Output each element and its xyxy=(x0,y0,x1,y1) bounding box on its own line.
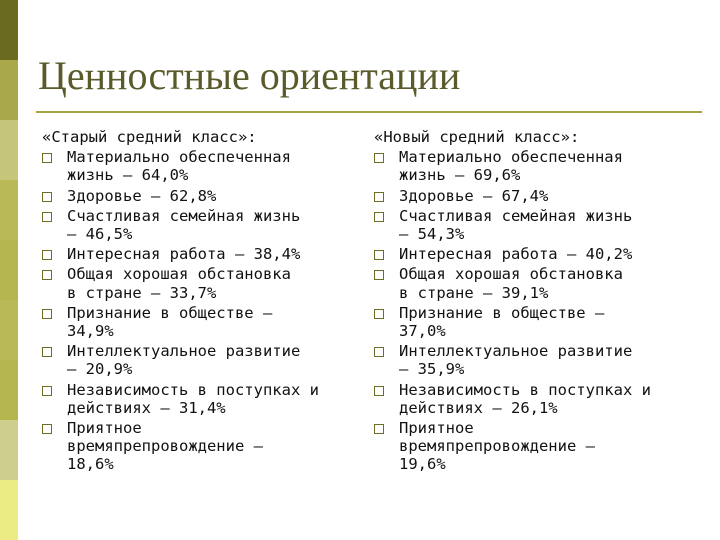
sidebar-block xyxy=(0,360,18,420)
sidebar-block xyxy=(0,300,18,360)
list-item-text: Счастливая семейная жизнь – 54,3% xyxy=(399,206,633,244)
list-item xyxy=(374,265,694,301)
list-item-text: Приятное времяпрепровождение – 18,6% xyxy=(67,419,263,474)
list-item xyxy=(42,148,362,184)
column-heading: «Новый средний класс»: xyxy=(374,128,580,146)
square-bullet-icon xyxy=(42,153,52,163)
square-bullet-icon xyxy=(374,347,384,357)
sidebar-block xyxy=(0,180,18,240)
square-bullet-icon xyxy=(374,424,384,434)
square-bullet-icon xyxy=(42,192,52,202)
list-item-text: Признание в обществе – 37,0% xyxy=(399,303,605,341)
square-bullet-icon xyxy=(374,250,384,260)
square-bullet-icon xyxy=(374,192,384,202)
square-bullet-icon xyxy=(374,386,384,396)
list-item-text: Здоровье – 67,4% xyxy=(399,186,549,205)
list-item-text: Общая хорошая обстановка в стране – 39,1% xyxy=(399,265,623,302)
sidebar-block xyxy=(0,420,18,480)
square-bullet-icon xyxy=(42,250,52,260)
list-item xyxy=(374,381,694,417)
list-item xyxy=(374,342,694,378)
list-item xyxy=(42,207,362,243)
list-item-text: Признание в обществе – 34,9% xyxy=(67,303,273,341)
list-item xyxy=(374,187,694,205)
list-item xyxy=(42,265,362,301)
square-bullet-icon xyxy=(374,212,384,222)
list-item-text: Счастливая семейная жизнь – 46,5% xyxy=(67,206,301,244)
square-bullet-icon xyxy=(42,347,52,357)
old-middle-class-column xyxy=(42,128,362,476)
sidebar-block xyxy=(0,120,18,180)
list-item-text: Приятное времяпрепровождение – 19,6% xyxy=(399,419,595,474)
list-item-text: Материально обеспеченная жизнь – 64,0% xyxy=(67,148,291,185)
column-heading: «Старый средний класс»: xyxy=(42,128,257,146)
title-divider xyxy=(36,111,702,113)
list-item-text: Независимость в поступках и действиях – 31,4% xyxy=(67,380,319,417)
square-bullet-icon xyxy=(42,386,52,396)
list-item-text: Материально обеспеченная жизнь – 69,6% xyxy=(399,148,623,185)
sidebar-block xyxy=(0,0,18,60)
list-item xyxy=(42,304,362,340)
square-bullet-icon xyxy=(42,424,52,434)
list-item xyxy=(42,419,362,474)
square-bullet-icon xyxy=(42,270,52,280)
list-item xyxy=(42,381,362,417)
sidebar-block xyxy=(0,60,18,120)
square-bullet-icon xyxy=(374,309,384,319)
list-item xyxy=(374,304,694,340)
square-bullet-icon xyxy=(374,153,384,163)
list-item-text: Интересная работа – 40,2% xyxy=(399,245,633,264)
list-item xyxy=(374,245,694,263)
list-item-text: Общая хорошая обстановка в стране – 33,7% xyxy=(67,265,291,302)
list-item xyxy=(374,419,694,474)
square-bullet-icon xyxy=(42,309,52,319)
list-item-text: Здоровье – 62,8% xyxy=(67,186,217,205)
list-item xyxy=(374,207,694,243)
list-item xyxy=(42,187,362,205)
slide-title: Ценностные ориентации xyxy=(38,53,461,98)
list-item-text: Интересная работа – 38,4% xyxy=(67,245,301,264)
list-item-text: Интеллектуальное развитие – 20,9% xyxy=(67,342,301,379)
list-item xyxy=(42,245,362,263)
list-item-text: Интеллектуальное развитие – 35,9% xyxy=(399,342,633,379)
list-item xyxy=(374,148,694,184)
decorative-sidebar xyxy=(0,0,18,540)
sidebar-block xyxy=(0,480,18,540)
square-bullet-icon xyxy=(374,270,384,280)
list-item xyxy=(42,342,362,378)
list-item-text: Независимость в поступках и действиях – 26,1% xyxy=(399,380,651,417)
square-bullet-icon xyxy=(42,212,52,222)
sidebar-block xyxy=(0,240,18,300)
new-middle-class-column xyxy=(374,128,694,476)
